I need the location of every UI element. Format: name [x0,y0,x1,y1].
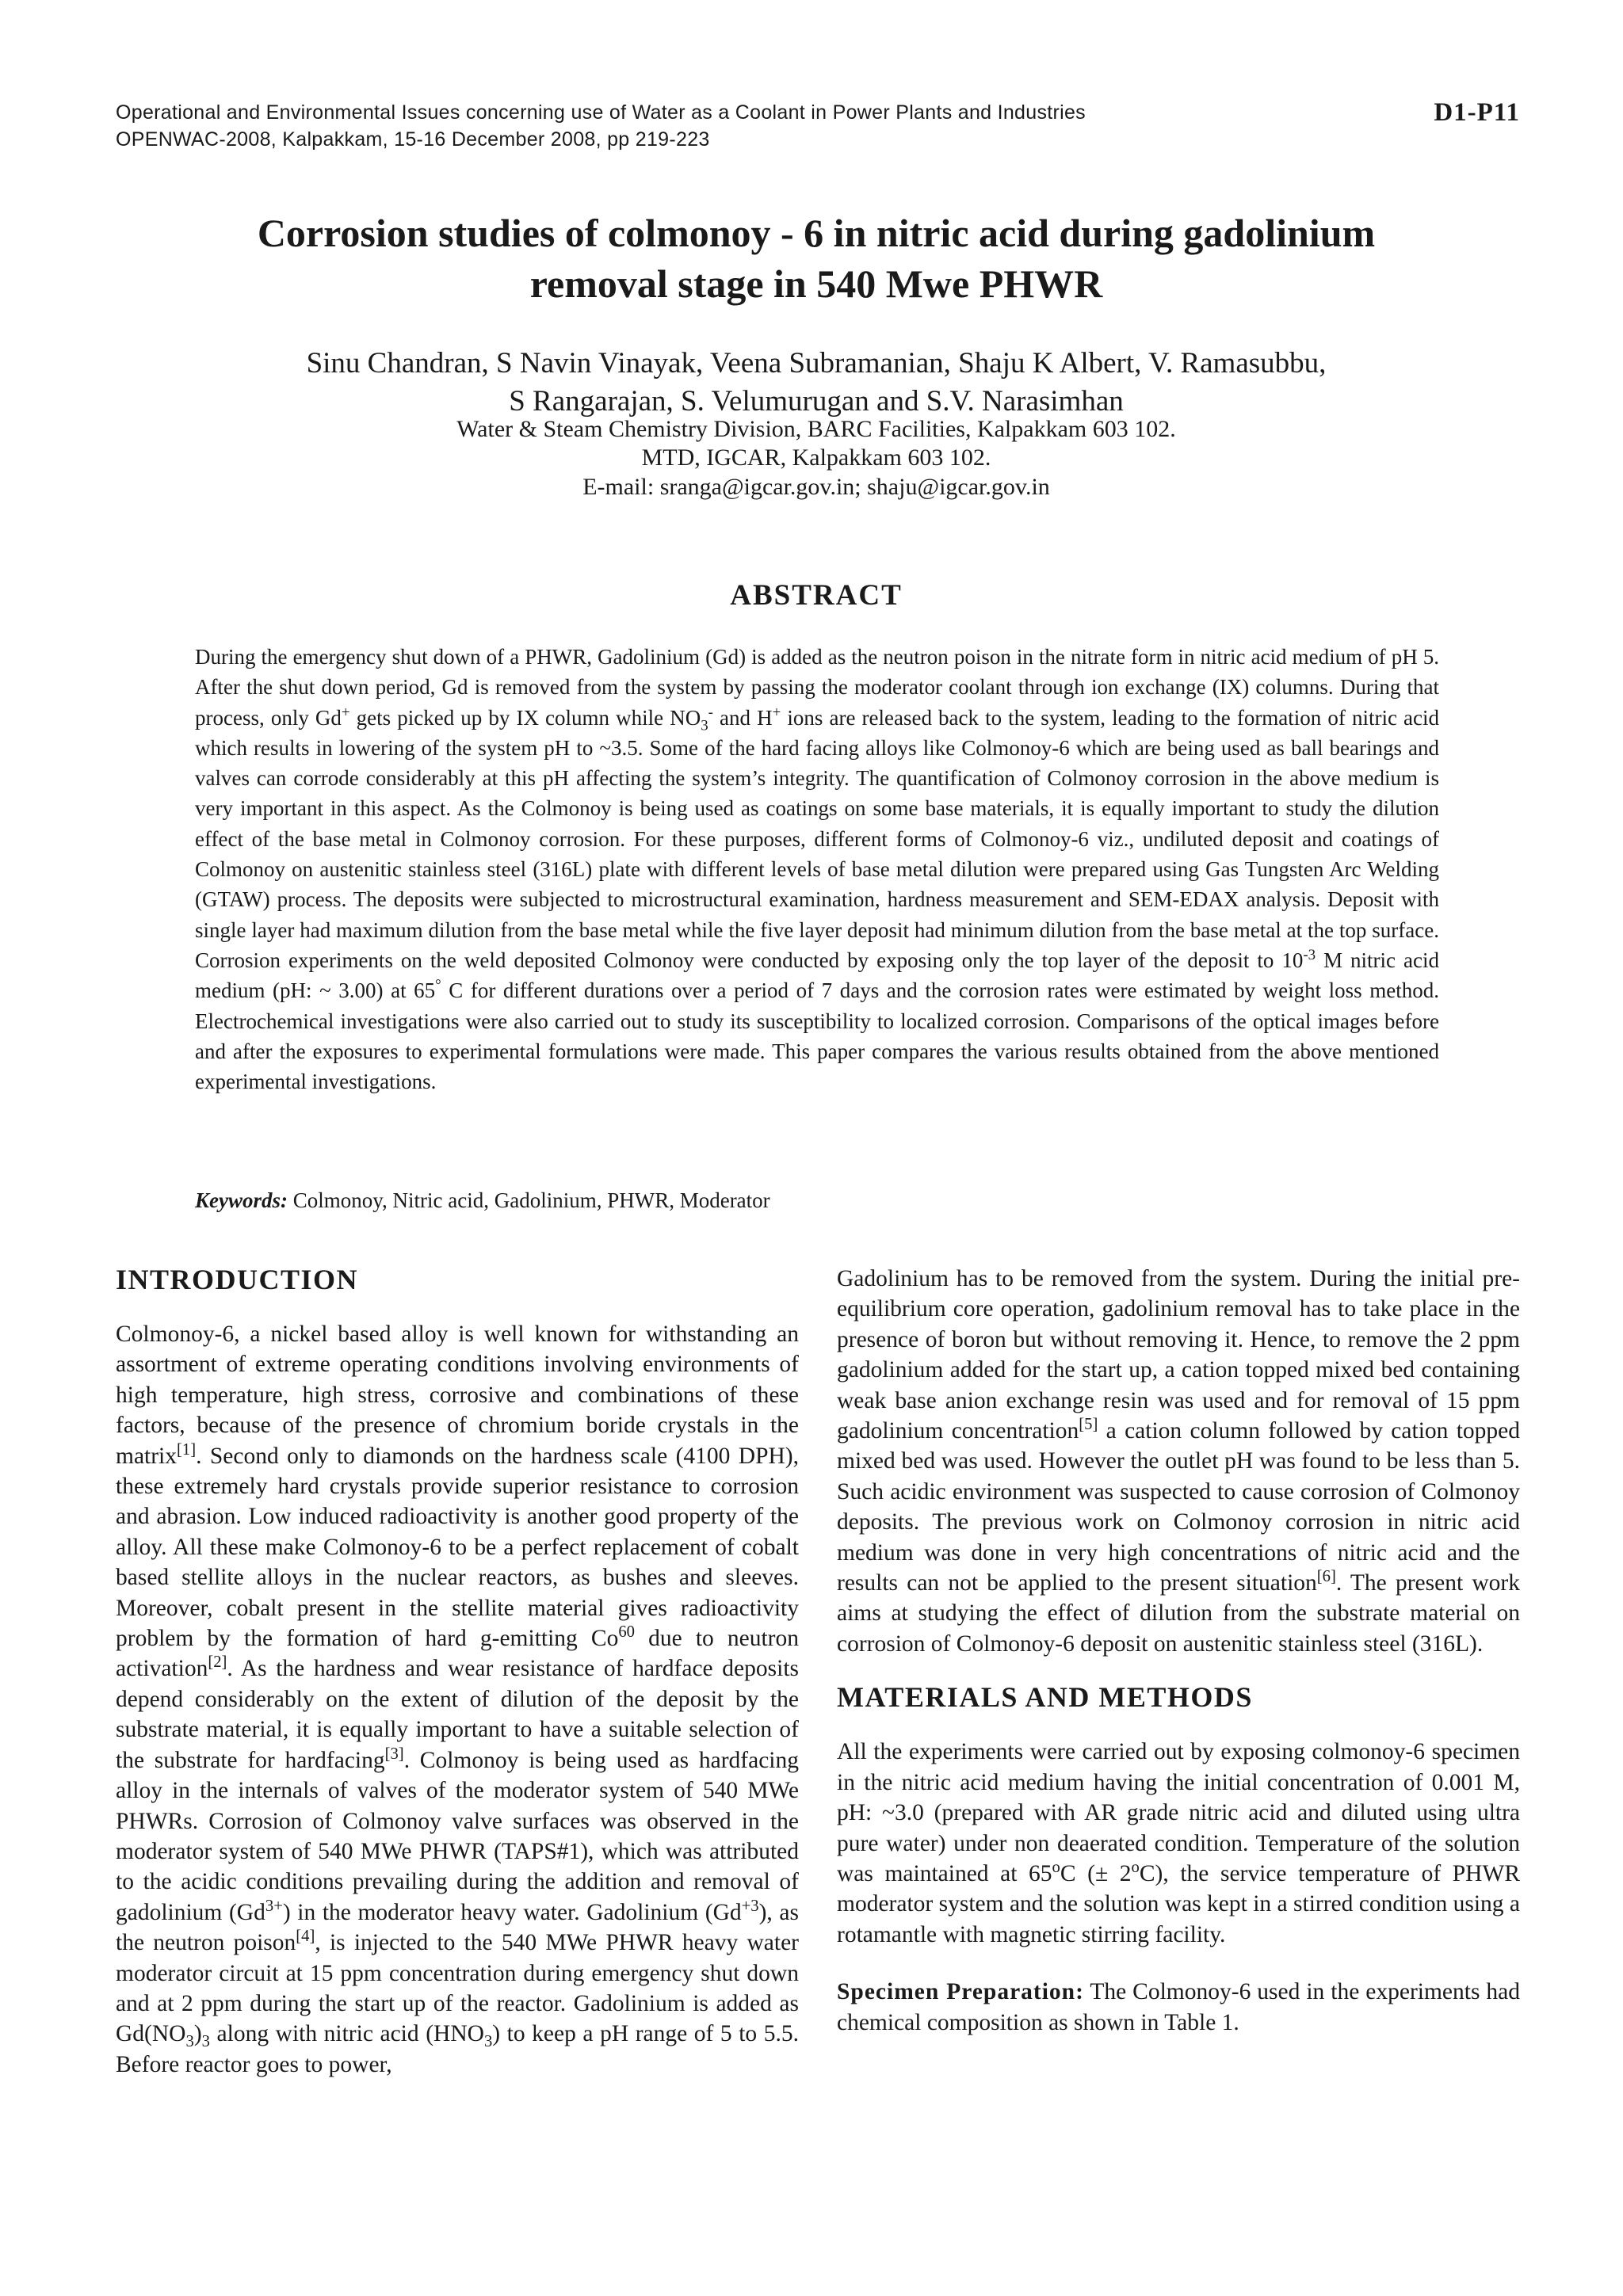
title-line-1: Corrosion studies of colmonoy - 6 in nitric acid during gadolinium [257,211,1376,255]
specimen-preparation-label: Specimen Preparation: [837,1979,1084,2005]
keywords-list: Colmonoy, Nitric acid, Gadolinium, PHWR, Moderator [288,1188,770,1212]
specimen-preparation-paragraph: Specimen Preparation: The Colmonoy-6 used in the experiments had chemical composition as shown in Table 1. [837,1979,1520,2035]
keywords [195,1188,770,1213]
conference-line: Operational and Environmental Issues concerning use of Water as a Coolant in Power Plants and Industries [116,101,1086,124]
contact-email: E-mail: sranga@igcar.gov.in; shaju@igcar.gov.in [582,474,1050,500]
left-column [116,1264,799,2080]
introduction-paragraph-1: Colmonoy-6, a nickel based alloy is well known for withstanding an assortment of extreme operating conditions involving environments of high temperature, high stress, corrosive and combinations of these factors, because of the presence of chromium boride crystals in the matrix[1]. Second only to diamonds on the hardness scale (4100 DPH), these extremely hard crystals provide superior resistance to corrosion and abrasion. Low induced radioactivity is another good property of the alloy. All these make Colmonoy-6 to be a perfect replacement of cobalt based stellite alloys in the nuclear reactors, as bushes and sleeves. Moreover, cobalt present in the stellite material gives radioactivity problem by the formation of hard g-emitting Co$^{60}$ due to neutron activation[2]. As the hardness and wear resistance of hardface deposits depend considerably on the extent of dilution of the deposit by the substrate material, it is equally important to have a suitable selection of the substrate for hardfacing[3]. Colmonoy is being used as hardfacing alloy in the internals of valves of the moderator system of 540 MWe PHWRs. Corrosion of Colmonoy valve surfaces was observed in the moderator system of 540 MWe PHWR (TAPS#1), which was attributed to the acidic conditions prevailing during the addition and removal of gadolinium $(Gd^{3+})$ in the moderator heavy water. Gadolinium $(Gd^{+3})$, as the neutron poison[4], is injected to the 540 MWe PHWR heavy water moderator circuit at 15 ppm concentration during emergency shut down and at 2 ppm during the start up of the reactor. Gadolinium is added as $Gd(NO_3)_3$ along with nitric acid $(HNO_3)$ to keep a pH range of 5 to 5.5. Before reactor goes to power, [116,1322,799,2077]
proceedings-line: OPENWAC-2008, Kalpakkam, 15-16 December 2008, pp 219-223 [116,128,710,151]
affiliation-1: Water & Steam Chemistry Division, BARC Facilities, Kalpakkam 603 102. [456,416,1176,442]
keywords-label: Keywords: [195,1188,288,1212]
introduction-paragraph-2: Gadolinium has to be removed from the system. During the initial pre-equilibrium core operation, gadolinium removal has to take place in the presence of boron but without removing it. Hence, to remove the 2 ppm gadolinium added for the start up, a cation topped mixed bed containing weak base anion exchange resin was used and for removal of 15 ppm gadolinium concentration[5] a cation column followed by cation topped mixed bed was used. However the outlet pH was found to be less than 5. Such acidic environment was suspected to cause corrosion of Colmonoy deposits. The previous work on Colmonoy corrosion in nitric acid medium was done in very high concentrations of nitric acid and the results can not be applied to the present situation[6]. The present work aims at studying the effect of dilution from the substrate material on corrosion of Colmonoy-6 deposit on austenitic stainless steel (316L). [837,1266,1521,1657]
title-line-2: removal stage in 540 Mwe PHWR [529,261,1103,306]
abstract-heading: ABSTRACT [730,579,903,612]
affiliation-2: MTD, IGCAR, Kalpakkam 603 102. [641,444,991,471]
methods-paragraph-1: All the experiments were carried out by exposing colmonoy-6 specimen in the nitric acid medium having the initial concentration of 0.001 M, pH: ~3.0 (prepared with AR grade nitric acid and diluted using ultra pure water) under non deaerated condition. Temperature of the solution was maintained at 65$^o$C (± $2^oC$), the service temperature of PHWR moderator system and the solution was kept in a stirred condition using a rotamantle with magnetic stirring facility. [837,1739,1520,1947]
introduction-heading: INTRODUCTION [116,1264,359,1295]
paper-title [111,208,1522,309]
paper-id: D1-P11 [1434,98,1520,127]
author-list [111,345,1522,421]
materials-methods-heading: MATERIALS AND METHODS [837,1681,1253,1714]
authors-line-2: S Rangarajan, S. Velumurugan and S.V. Narasimhan [509,385,1124,418]
abstract-text: During the emergency shut down of a PHWR, Gadolinium (Gd) is added as the neutron poison in the nitrate form in nitric acid medium of pH 5. After the shut down period, Gd is removed from the system by passing the moderator coolant through ion exchange (IX) columns. During that process, only Gd+ gets picked up by IX column while $NO_3^-$ and H+ ions are released back to the system, leading to the formation of nitric acid which results in lowering of the system pH to ~3.5. Some of the hard facing alloys like Colmonoy-6 which are being used as ball bearings and valves can corrode considerably at this pH affecting the system’s integrity. The quantification of Colmonoy corrosion in the above medium is very important in this aspect. As the Colmonoy is being used as coatings on some base materials, it is equally important to study the dilution effect of the base metal in Colmonoy corrosion. For these purposes, different forms of Colmonoy-6 viz., undiluted deposit and coatings of Colmonoy on austenitic stainless steel (316L) plate with different levels of base metal dilution were prepared using Gas Tungsten Arc Welding (GTAW) process. The deposits were subjected to microstructural examination, hardness measurement and SEM-EDAX analysis. Deposit with single layer had maximum dilution from the base metal while the five layer deposit had minimum dilution from the base metal at the top surface. Corrosion experiments on the weld deposited Colmonoy were conducted by exposing only the top layer of the deposit to $10^{-3}$ M nitric acid medium (pH: ~ 3.00) at 65° C for different durations over a period of 7 days and the corrosion rates were estimated by weight loss method. Electrochemical investigations were also carried out to study its susceptibility to localized corrosion. Comparisons of the optical images before and after the exposures to experimental formulations were made. This paper compares the various results obtained from the above mentioned experimental investigations. [195,645,1440,1094]
right-column [837,1264,1520,2038]
authors-line-1: Sinu Chandran, S Navin Vinayak, Veena Subramanian, Shaju K Albert, V. Ramasubbu, [306,347,1327,379]
